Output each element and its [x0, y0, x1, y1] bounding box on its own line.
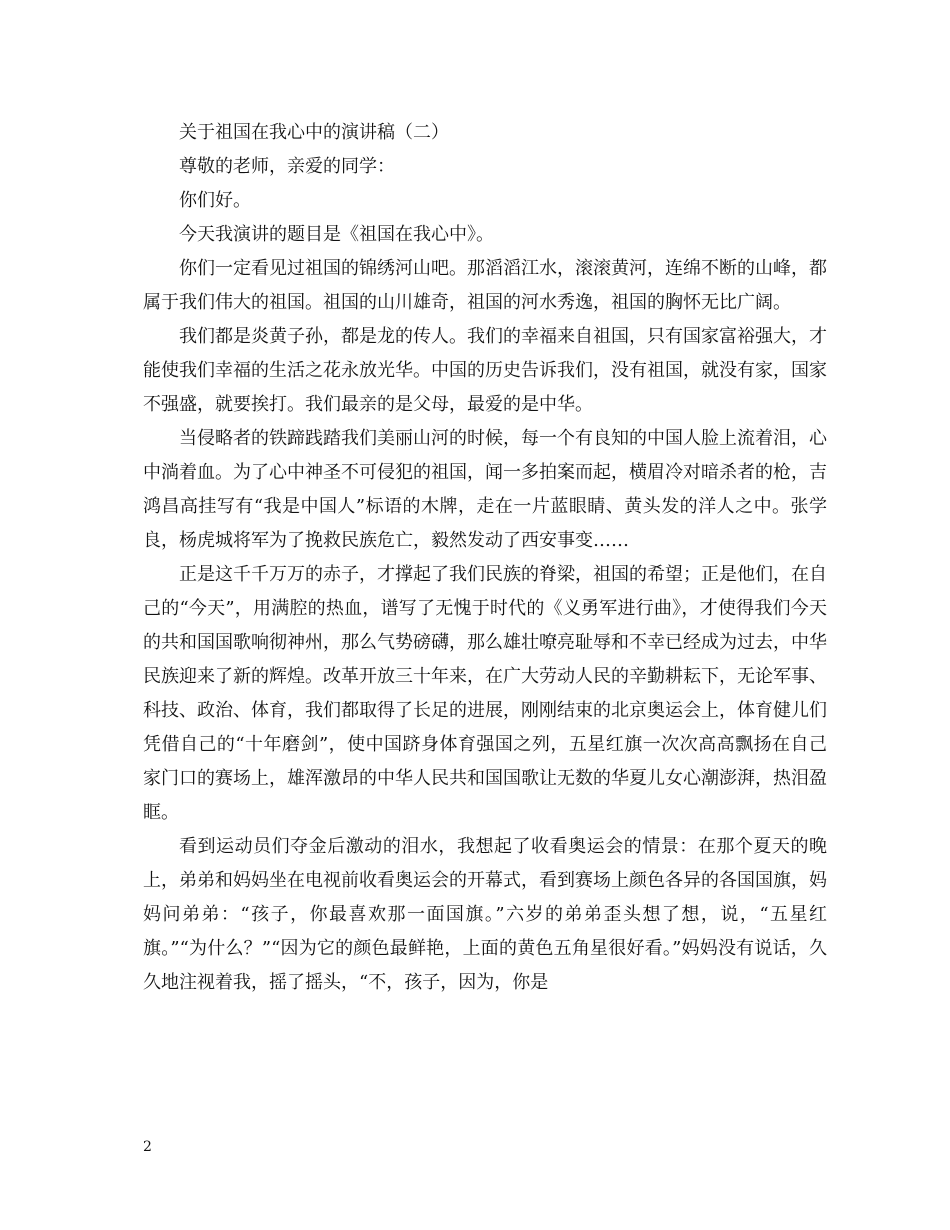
- body-paragraph: 正是这千千万万的赤子，才撑起了我们民族的脊梁，祖国的希望；正是他们，在自己的“今天”，用满腔的热血，谱写了无愧于时代的《义勇军进行曲》，才使得我们今天的共和国国歌响彻神州，那么气势磅礴，那么雄壮嘹亮耻辱和不幸已经成为过去，中华民族迎来了新的辉煌。改革开放三十年来，在广大劳动人民的辛勤耕耘下，无论军事、科技、政治、体育，我们都取得了长足的进展，刚刚结束的北京奥运会上，体育健儿们凭借自己的“十年磨剑”，使中国跻身体育强国之列，五星红旗一次次高高飘扬在自己家门口的赛场上，雄浑激昂的中华人民共和国国歌让无数的华夏儿女心潮澎湃，热泪盈眶。: [143, 564, 827, 823]
- document-title: 关于祖国在我心中的演讲稿（二）: [179, 122, 449, 143]
- body-paragraph: 我们都是炎黄子孙，都是龙的传人。我们的幸福来自祖国，只有国家富裕强大，才能使我们幸福的生活之花永放光华。中国的历史告诉我们，没有祖国，就没有家，国家不强盛，就要挨打。我们最亲的是父母，最爱的是中华。: [143, 326, 827, 415]
- salutation-paragraph: 尊敬的老师，亲爱的同学：: [179, 156, 395, 177]
- body-paragraph: 当侵略者的铁蹄践踏我们美丽山河的时候，每一个有良知的中国人脸上流着泪，心中淌着血。为了心中神圣不可侵犯的祖国，闻一多拍案而起，横眉冷对暗杀者的枪，吉鸿昌高挂写有“我是中国人”标语的木牌，走在一片蓝眼睛、黄头发的洋人之中。张学良，杨虎城将军为了挽救民族危亡，毅然发动了西安事变……: [143, 428, 827, 551]
- document-body: [143, 116, 827, 1000]
- body-paragraph: 你们一定看见过祖国的锦绣河山吧。那滔滔江水，滚滚黄河，连绵不断的山峰，都属于我们伟大的祖国。祖国的山川雄奇，祖国的河水秀逸，祖国的胸怀无比广阔。: [143, 258, 827, 313]
- page-number: 2: [143, 1139, 152, 1155]
- topic-paragraph: 今天我演讲的题目是《祖国在我心中》。: [179, 224, 494, 245]
- body-paragraph: 看到运动员们夺金后激动的泪水，我想起了收看奥运会的情景：在那个夏天的晚上，弟弟和妈妈坐在电视前收看奥运会的开幕式，看到赛场上颜色各异的各国国旗，妈妈问弟弟：“孩子，你最喜欢那一面国旗。”六岁的弟弟歪头想了想，说，“五星红旗。”“为什么？”“因为它的颜色最鲜艳，上面的黄色五角星很好看。”妈妈没有说话，久久地注视着我，摇了摇头，“不，孩子，因为，你是: [143, 836, 827, 993]
- greeting-paragraph: 你们好。: [179, 190, 251, 211]
